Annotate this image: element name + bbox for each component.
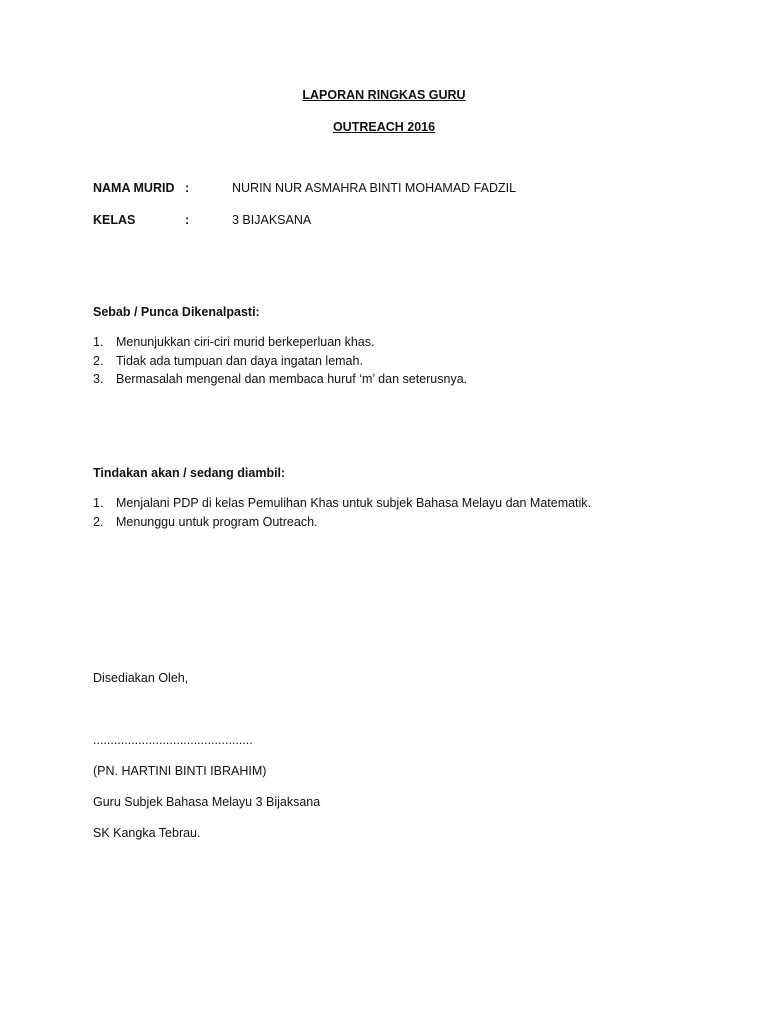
document-title: LAPORAN RINGKAS GURU [302, 88, 466, 102]
actions-heading: Tindakan akan / sedang diambil: [93, 466, 286, 480]
list-item [93, 494, 713, 513]
list-item [93, 513, 713, 532]
list-item [93, 333, 713, 352]
signature-line: .............................................. [93, 733, 253, 747]
list-item-text: Menunjukkan ciri-ciri murid berkeperluan khas. [116, 335, 375, 349]
list-item-number: 1. [93, 496, 104, 510]
school-name: SK Kangka Tebrau. [93, 826, 201, 840]
signatory-name: (PN. HARTINI BINTI IBRAHIM) [93, 764, 267, 778]
student-name-row [93, 181, 693, 197]
student-class-row [93, 213, 693, 229]
list-item [93, 352, 713, 371]
list-item-text: Bermasalah mengenal dan membaca huruf ‘m’ dan seterusnya. [116, 372, 468, 386]
student-class-colon: : [185, 213, 190, 227]
list-item-number: 2. [93, 353, 104, 368]
student-name-value: NURIN NUR ASMAHRA BINTI MOHAMAD FADZIL [232, 181, 517, 195]
list-item-text: Menjalani PDP di kelas Pemulihan Khas untuk subjek Bahasa Melayu dan Matematik. [116, 496, 592, 510]
list-item-text: Tidak ada tumpuan dan daya ingatan lemah. [116, 353, 363, 368]
list-item [93, 370, 713, 389]
list-item-text: Menunggu untuk program Outreach. [116, 514, 318, 529]
student-class-value: 3 BIJAKSANA [232, 213, 312, 227]
student-name-label: NAMA MURID [93, 181, 175, 195]
causes-list [93, 333, 713, 389]
student-class-label: KELAS [93, 213, 136, 227]
signatory-role: Guru Subjek Bahasa Melayu 3 Bijaksana [93, 795, 321, 809]
list-item-number: 2. [93, 514, 104, 529]
student-name-colon: : [185, 181, 190, 195]
list-item-number: 3. [93, 372, 104, 386]
document-subtitle: OUTREACH 2016 [332, 120, 436, 134]
actions-list [93, 494, 713, 531]
list-item-number: 1. [93, 335, 104, 349]
prepared-by-label: Disediakan Oleh, [93, 671, 189, 685]
causes-heading: Sebab / Punca Dikenalpasti: [93, 305, 260, 319]
